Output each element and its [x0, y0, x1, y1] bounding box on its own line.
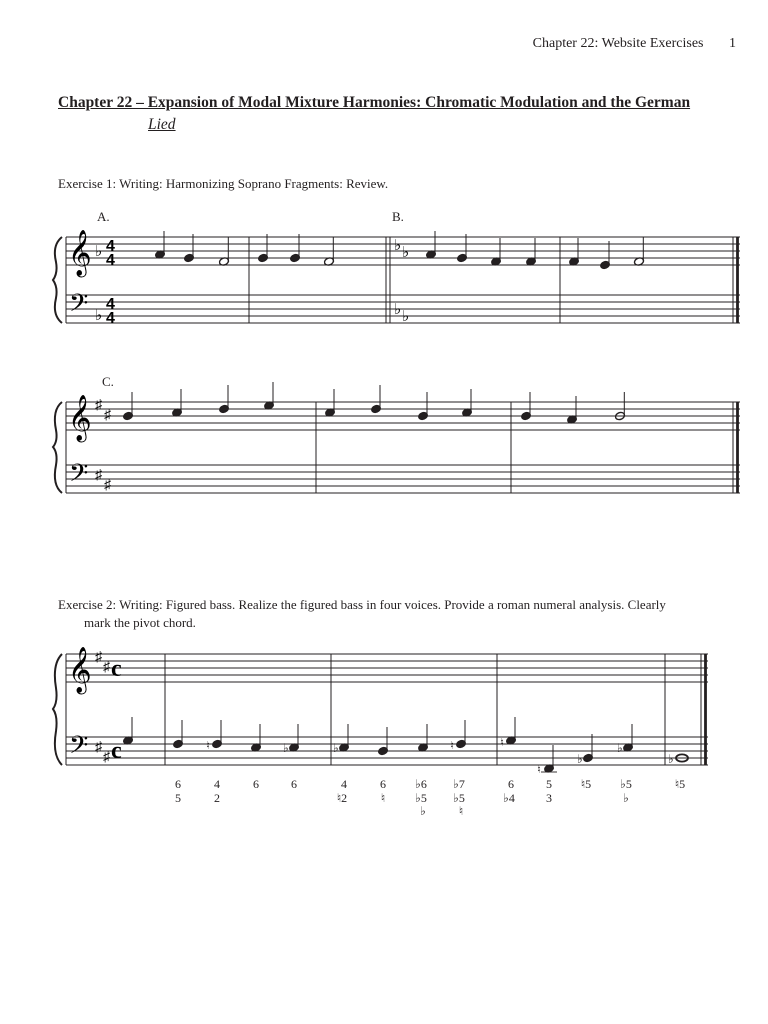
system-3-treble-staff [66, 654, 708, 682]
key-flat-icon: ♭ [394, 302, 402, 318]
key-flat-icon: ♭ [402, 245, 410, 261]
figure-top: ♮5 [674, 777, 686, 791]
key-sharp-icon: ♯ [95, 740, 102, 755]
figure-top: ♮5 [580, 777, 592, 791]
flat-accidental-icon: ♭ [668, 752, 674, 766]
system-2-bass-staff [66, 465, 740, 493]
treble-clef-icon: 𝄞 [68, 230, 92, 276]
system-3-brace [53, 654, 62, 765]
system-2-brace [53, 402, 62, 493]
key-flat-icon: ♭ [394, 238, 402, 254]
key-flat-icon: ♭ [95, 244, 103, 260]
bass-clef-icon: 𝄢 [69, 731, 89, 766]
key-flat-icon: ♭ [402, 309, 410, 325]
flat-accidental-icon: ♭ [617, 741, 623, 755]
figure-mid: ♮2 [336, 791, 348, 805]
system-2 [53, 382, 740, 494]
section-label-c: C. [102, 374, 114, 389]
system-1-brace [53, 237, 62, 323]
figure-mid: 3 [546, 791, 552, 805]
key-sharp-icon: ♯ [104, 478, 111, 493]
figure-top: ♭5 [620, 777, 632, 791]
figure-top: 4 [214, 777, 220, 791]
figure-top: 6 [175, 777, 181, 791]
figure-top: 5 [546, 777, 552, 791]
figured-bass-notes [123, 717, 688, 776]
time-signature-bottom: 4 [106, 310, 115, 327]
natural-accidental-icon: ♮ [537, 764, 541, 776]
figure-mid: 2 [214, 791, 220, 805]
key-sharp-icon: ♯ [103, 660, 110, 675]
figure-top: ♭7 [453, 777, 465, 791]
bass-clef-icon: 𝄢 [69, 289, 89, 324]
figure-mid: ♭4 [503, 791, 515, 805]
soprano-c-notes [123, 382, 626, 424]
figure-top: 6 [380, 777, 386, 791]
figure-mid: 5 [175, 791, 181, 805]
bass-clef-icon: 𝄢 [69, 459, 89, 494]
time-signature-top: 4 [106, 296, 115, 313]
common-time-icon: c [111, 738, 122, 764]
time-signature-bottom: 4 [106, 252, 115, 269]
treble-clef-icon: 𝄞 [68, 395, 92, 441]
figure-top: 4 [341, 777, 347, 791]
exercise-2-heading-line2: mark the pivot chord. [84, 615, 196, 630]
key-sharp-icon: ♯ [95, 468, 102, 483]
section-label-b: B. [392, 209, 404, 224]
figure-mid: ♭ [623, 791, 629, 805]
key-sharp-icon: ♯ [95, 398, 102, 413]
figure-top: ♭6 [415, 777, 427, 791]
time-signature-top: 4 [106, 238, 115, 255]
key-sharp-icon: ♯ [103, 750, 110, 765]
treble-clef-icon: 𝄞 [68, 647, 92, 693]
figure-mid: ♭5 [453, 791, 465, 805]
key-sharp-icon: ♯ [104, 408, 111, 423]
section-label-a: A. [97, 209, 110, 224]
system-2-treble-staff [66, 402, 740, 430]
running-title: Chapter 22: Website Exercises [532, 36, 704, 51]
exercise-2-heading-line1: Exercise 2: Writing: Figured bass. Realize the figured bass in four voices. Provide a roman numeral analysis. Clearly [58, 597, 666, 612]
flat-accidental-icon: ♭ [283, 741, 289, 755]
figures-row [175, 777, 685, 818]
exercise-1-heading: Exercise 1: Writing: Harmonizing Soprano Fragments: Review. [58, 176, 389, 191]
flat-accidental-icon: ♭ [577, 752, 583, 766]
system-3 [53, 647, 708, 818]
chapter-title: Chapter 22 – Expansion of Modal Mixture Harmonies: Chromatic Modulation and the German [58, 94, 691, 111]
figure-bot: ♮ [458, 804, 464, 818]
key-sharp-icon: ♯ [95, 650, 102, 665]
figure-mid: ♮ [380, 791, 386, 805]
page-number: 1 [729, 36, 736, 51]
figure-top: 6 [253, 777, 259, 791]
key-flat-icon: ♭ [95, 308, 103, 324]
chapter-title-continued: Lied [148, 116, 176, 133]
natural-accidental-icon: ♮ [500, 737, 504, 749]
figure-mid: ♭5 [415, 791, 427, 805]
flat-accidental-icon: ♭ [333, 741, 339, 755]
figure-top: 6 [291, 777, 297, 791]
natural-accidental-icon: ♮ [450, 740, 454, 752]
figure-bot: ♭ [420, 804, 426, 818]
natural-accidental-icon: ♮ [206, 740, 210, 752]
common-time-icon: c [111, 656, 122, 682]
figure-top: 6 [508, 777, 514, 791]
system-1 [53, 230, 740, 327]
soprano-a-notes [155, 231, 335, 266]
